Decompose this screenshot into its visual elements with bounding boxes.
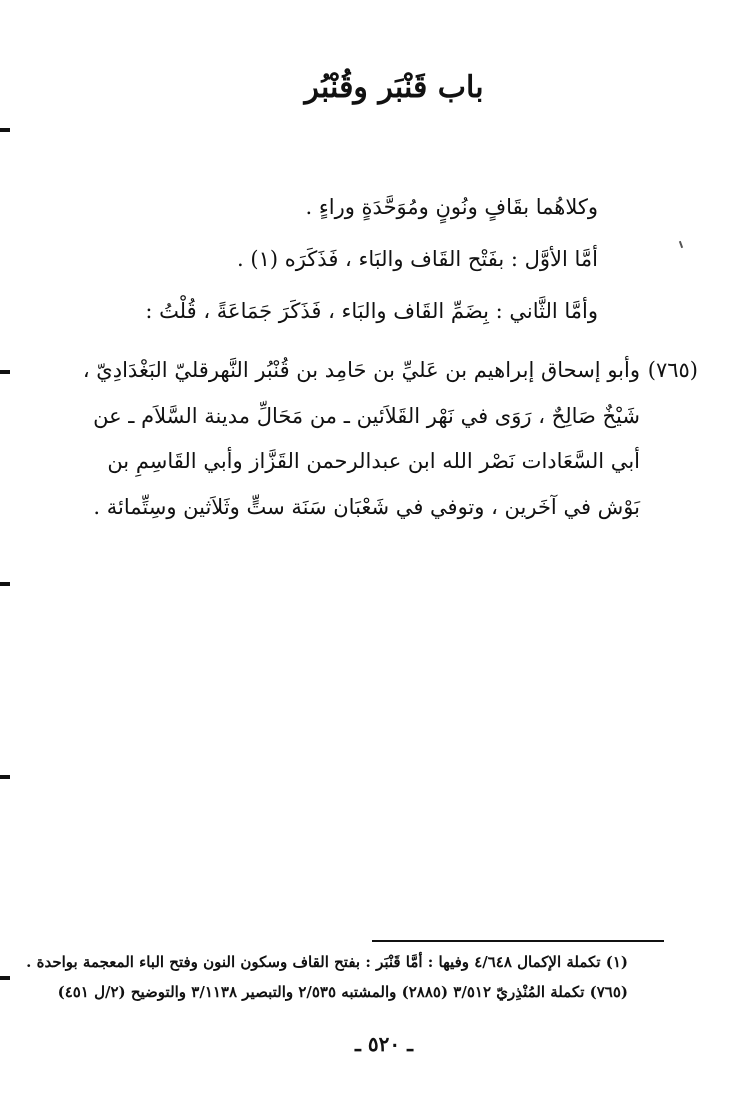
body-line-2: أمَّا الأوَّل : بفَتْح القَاف والبَاء ، فَذَكَرَه (١) . [237,247,598,271]
footnote-2: (٧٦٥) تكملة المُنْذِريّ ٣/٥١٢ (٢٨٨٥) والمشتبه ٢/٥٣٥ والتبصير ٣/١١٣٨ والتوضيح (٢/ل ٤٥١) [57,983,628,1001]
scan-edge-mark [0,775,10,779]
entry-line-1: وأبو إسحاق إبراهيم بن عَليِّ بن حَامِد بن قُنْبُر النَّهرقليّ البَغْدَادِيّ ، [82,358,640,382]
footnote-1: (١) تكملة الإكمال ٤/٦٤٨ وفيها : أمَّا قَنْبَر : بفتح القاف وسكون النون وفتح الباء المعجمة بواحدة . [26,953,628,971]
page-number: ـ ٥٢٠ ـ [355,1032,413,1056]
scan-edge-mark [0,976,10,980]
scan-speck [679,241,683,248]
entry-line-4: بَوْش في آخَرين ، وتوفي في شَعْبَان سَنَة ستٍّ وثَلاَثين وسِتِّمائة . [93,494,640,519]
entry-number: (٧٦٥) [647,358,698,382]
entry-line-3: أبي السَّعَادات نَصْر الله ابن عبدالرحمن القَزَّاز وأبي القَاسِمِ بن [107,449,640,473]
body-line-1: وكلاهُما بقَافٍ ونُونٍ ومُوَحَّدَةٍ وراءٍ . [305,195,598,219]
body-line-3: وأمَّا الثَّاني : بِضَمِّ القَاف والبَاء ، فَذَكَرَ جَمَاعَةً ، قُلْتُ : [145,299,598,323]
entry-line-2: شَيْخٌ صَالِحٌ ، رَوَى في نَهْر القَلاَئين ـ من مَحَالِّ مدينة السَّلاَم ـ عن [93,403,640,428]
scan-edge-mark [0,582,10,586]
chapter-heading: باب قَنْبَر وقُنْبُر [304,70,484,105]
footnote-separator [372,940,664,942]
scan-edge-mark [0,370,10,374]
scan-edge-mark [0,128,10,132]
biography-entry [82,348,698,530]
